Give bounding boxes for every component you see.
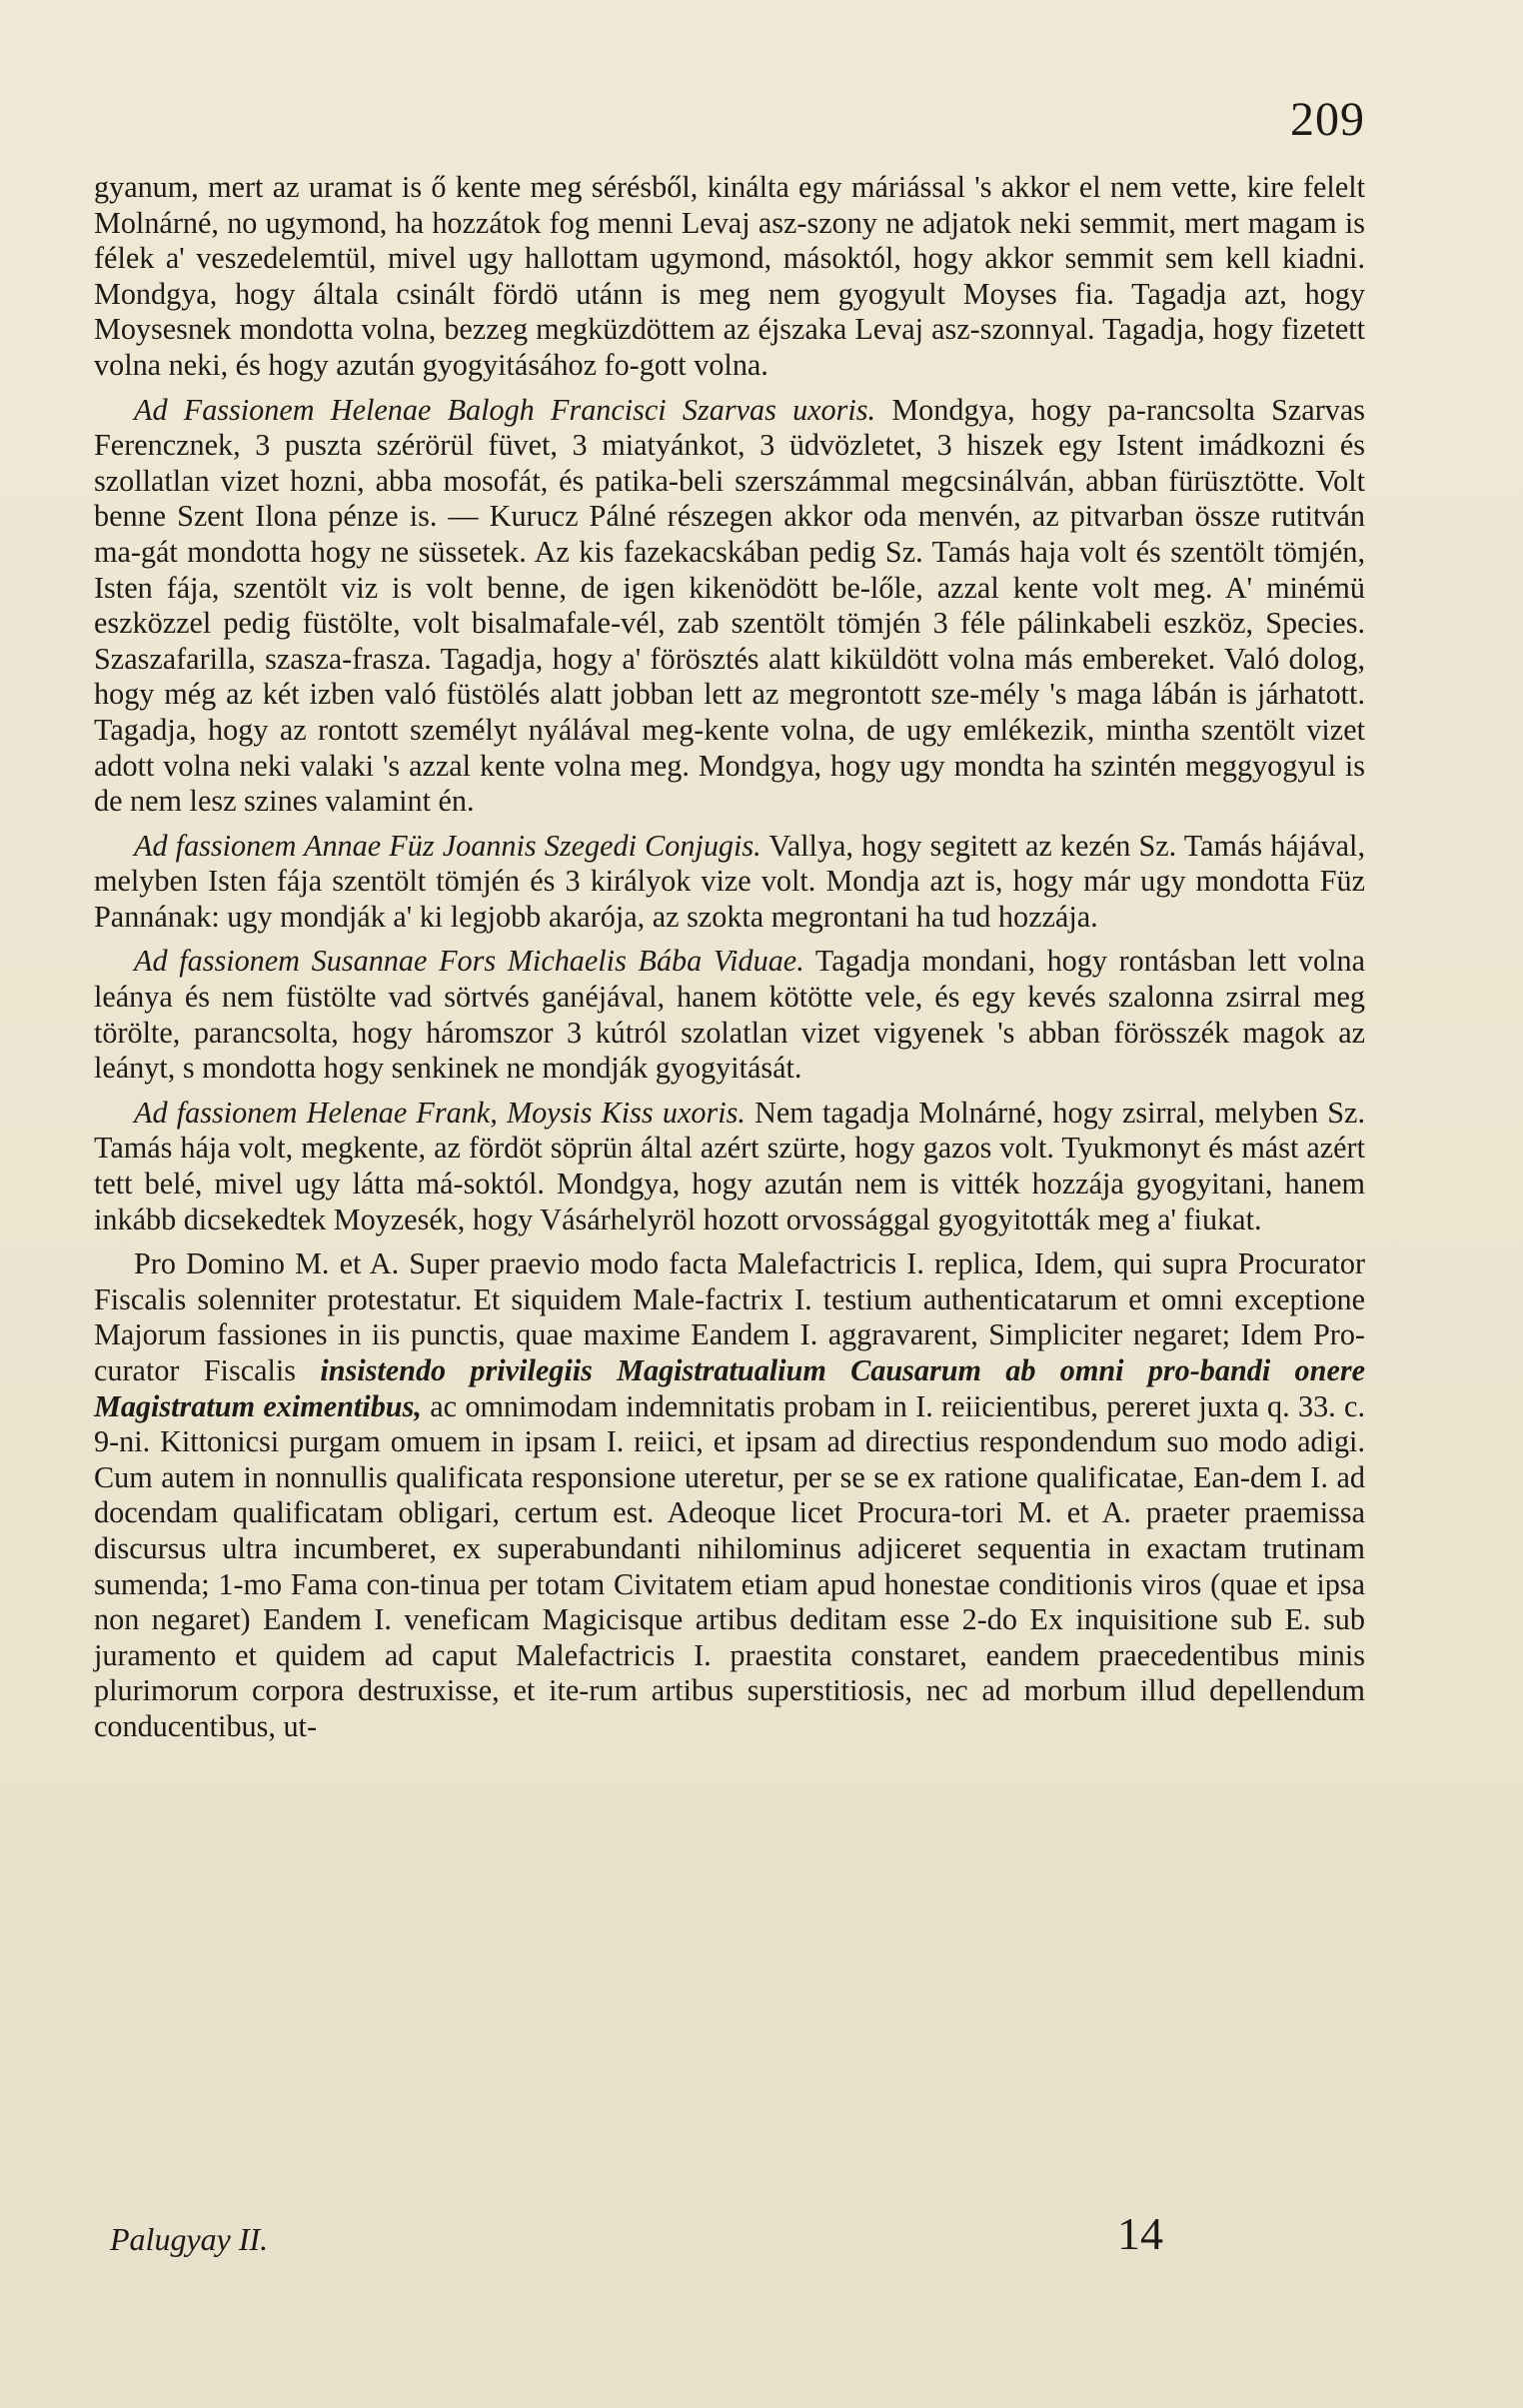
paragraph-continuation	[94, 170, 1365, 384]
paragraph-balogh	[94, 393, 1365, 820]
paragraph-fors	[94, 944, 1365, 1086]
page-body	[94, 170, 1365, 1745]
paragraph-lead: Ad fassionem Helenae Frank, Moysis Kiss uxoris.	[134, 1095, 746, 1130]
paragraph-text: Nem tagadja Molnárné, hogy zsirral, melyben Sz. Tamás hája volt, megkente, az fördöt söprün által azért szürte, hogy gazos volt. Tyukmonyt és mást azért tett belé, mivel ugy látta má-soktól. Mondgya, hogy azután nem is vitték hozzája gyogyitani, hanem inkább dicsekedtek Moyzesék, hogy Vásárhelyröl hozott orvossággal gyogyitották meg a' fiukat.	[94, 1095, 1365, 1236]
latin-emphasis: insistendo privilegiis Magistratualium Causarum ab omni pro-bandi onere Magistratum eximentibus,	[94, 1353, 1365, 1423]
latin-text-part1: Pro Domino M. et A. Super praevio modo facta Malefactricis I. replica, Idem, qui supra Procurator Fiscalis solenniter protestatur. Et siquidem Male-factrix I. testium authenticatarum et omni exceptione Majorum fassiones in iis punctis, quae maxime Eandem I. aggravarent, Simpliciter negaret; Idem Pro-curator Fiscalis	[94, 1246, 1365, 1387]
latin-text-part2: ac omnimodam indemnitatis probam in I. reiicientibus, pereret juxta q. 33. c. 9-ni. Kittonicsi purgam omuem in ipsam I. reiici, et ipsam ad directius respondendum suo modo adigi. Cum autem in nonnullis qualificata responsione uteretur, per se se ex ratione qualificatae, Ean-dem I. ad docendam qualificatam obligari, certum est. Adeoque licet Procura-tori M. et A. praeter praemissa discursus ultra incumberet, ex superabundanti nihilominus adjiceret sequentia in exactam trutinam sumenda; 1-mo Fama con-tinua per totam Civitatem etiam apud honestae conditionis viros (quae et ipsa non negaret) Eandem I. veneficam Magicisque artibus deditam esse 2-do Ex inquisitione sub E. sub juramento et quidem ad caput Malefactricis I. praestita constaret, eandem praecedentibus minis plurimorum corpora destruxisse, et ite-rum artibus superstitiosis, nec ad morbum illud depellendum conducentibus, ut-	[94, 1388, 1365, 1743]
paragraph-lead: Ad Fassionem Helenae Balogh Francisci Szarvas uxoris.	[134, 392, 876, 427]
page-number: 209	[1290, 93, 1365, 146]
paragraph-text: Mondgya, hogy pa-rancsolta Szarvas Ferencznek, 3 puszta szérörül füvet, 3 miatyánkot, 3 üdvözletet, 3 hiszek egy Istent imádkozni és szollatlan vizet hozni, abba mosofát, és patika-beli szerszámmal megcsinálván, abban fürüsztötte. Volt benne Szent Ilona pénze is. — Kurucz Pálné részegen akkor oda menvén, az pitvarban össze rutitván ma-gát mondotta hogy ne süssetek. Az kis fazekacskában pedig Sz. Tamás haja volt és szentölt tömjén, Isten fája, szentölt viz is volt benne, de igen kikenödött be-lőle, azzal kente volt meg. A' minémü eszközzel pedig füstölte, volt bisalmafale-vél, zab szentölt tömjén 3 féle pálinkabeli eszköz, Species. Szaszafarilla, szasza-frasza. Tagadja, hogy a' förösztés alatt kiküldött volna más embereket. Való dolog, hogy még az két izben való füstölés alatt jobban lett az megrontott sze-mély 's maga lábán is járhatott. Tagadja, hogy az rontott személyt nyálával meg-kente volna, de ugy emlékezik, mintha szentölt vizet adott volna neki valaki 's azzal kente volna meg. Mondgya, hogy ugy mondta ha szintén meggyogyul is de nem lesz szines valamint én.	[94, 392, 1366, 819]
footer-sheet-number: 14	[1117, 2208, 1163, 2259]
footer-signature: Palugyay II.	[110, 2221, 269, 2257]
paragraph-fuz	[94, 829, 1365, 936]
paragraph-lead: Ad fassionem Annae Füz Joannis Szegedi Conjugis.	[134, 828, 762, 863]
paragraph-text: gyanum, mert az uramat is ő kente meg sérésből, kinálta egy máriással 's akkor el nem vette, kire felelt Molnárné, no ugymond, ha hozzátok fog menni Levaj asz-szony ne adjatok neki semmit, mert magam is félek a' veszedelemtül, mivel ugy hallottam ugymond, másoktól, hogy akkor semmit sem kell kiadni. Mondgya, hogy általa csinált fördö utánn is meg nem gyogyult Moyses fia. Tagadja azt, hogy Moysesnek mondotta volna, bezzeg megküzdöttem az éjszaka Levaj asz-szonnyal. Tagadja, hogy fizetett volna neki, és hogy azután gyogyitásához fo-gott volna.	[94, 170, 1365, 382]
paragraph-lead: Ad fassionem Susannae Fors Michaelis Bába Viduae.	[134, 944, 804, 979]
paragraph-text: Vallya, hogy segitett az kezén Sz. Tamás hájával, melyben Isten fája szentölt tömjén és 3 királyok vize volt. Mondja azt is, hogy már ugy mondotta Füz Pannának: ugy mondják a' ki legjobb akarója, az szokta megrontani ha tud hozzája.	[94, 828, 1365, 934]
paragraph-text: Tagadja mondani, hogy rontásban lett volna leánya és nem füstölte vad sörtvés ganéjával, hanem kötötte vele, és egy kevés szalonna zsirral meg törölte, parancsolta, hogy háromszor 3 kútról szolatlan vizet vigyenek 's abban förösszék magok az leányt, s mondotta hogy senkinek ne mondják gyogyitását.	[94, 944, 1365, 1086]
paragraph-frank	[94, 1096, 1365, 1237]
paragraph-latin	[94, 1246, 1365, 1744]
